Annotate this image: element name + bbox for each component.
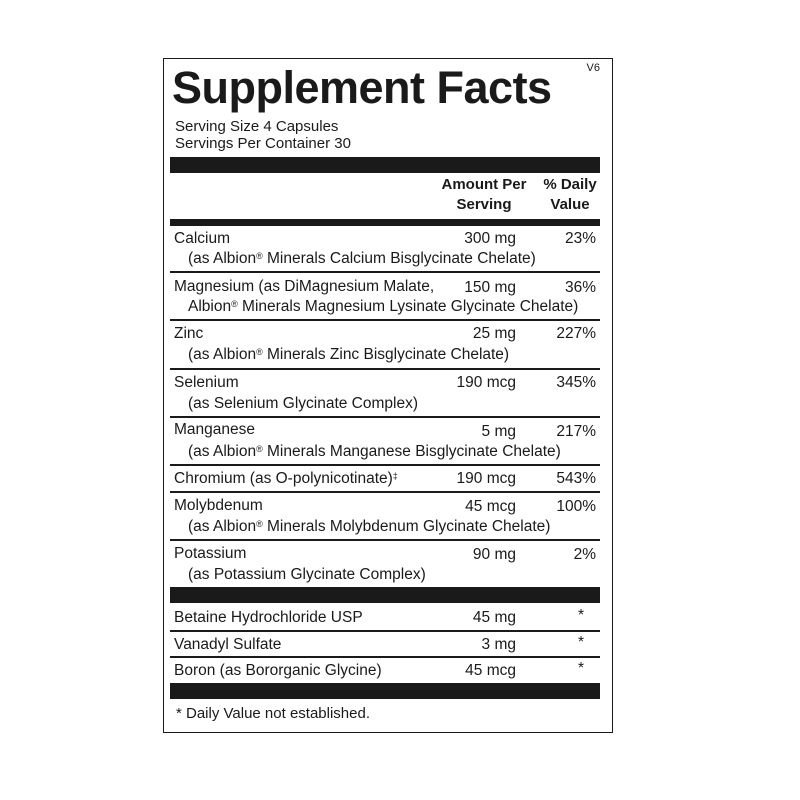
nutrient-amount-molybdenum: 45 mcg [465,498,516,515]
row-divider [170,416,600,418]
amount-header-line1: Amount Per [441,176,527,193]
nutrient-source-magnesium: Albion® Minerals Magnesium Lysinate Glycinate Chelate) [188,298,579,315]
row-divider [170,491,600,493]
row-divider [170,271,600,273]
nutrient-source-calcium: (as Albion® Minerals Calcium Bisglycinate Chelate) [188,250,536,267]
nutrient-name-chromium: Chromium (as O-polynicotinate)‡ [174,470,398,487]
nutrient-dv-zinc: 227% [556,325,596,342]
nutrient-amount-zinc: 25 mg [472,325,516,342]
dv-header-line1: % Daily [543,176,597,193]
nutrient-dv-potassium: 2% [573,546,596,563]
ingredient-name-boron: Boron (as Bororganic Glycine) [174,662,382,679]
nutrient-name-zinc: Zinc [174,325,204,342]
nutrient-amount-potassium: 90 mg [472,546,516,563]
dv-column-header [537,175,603,215]
medium-divider [170,219,600,226]
serving-size: Serving Size 4 Capsules [175,118,339,135]
thick-divider [170,587,600,603]
nutrient-amount-chromium: 190 mcg [456,470,516,487]
nutrient-source-potassium: (as Potassium Glycinate Complex) [188,566,426,583]
nutrient-amount-magnesium: 150 mg [464,279,516,296]
ingredient-name-vanadyl: Vanadyl Sulfate [174,636,282,653]
row-divider [170,630,600,632]
row-divider [170,656,600,658]
ingredient-amount-betaine: 45 mg [472,609,516,626]
ingredient-amount-vanadyl: 3 mg [481,636,516,653]
panel-title: Supplement Facts [172,62,552,113]
nutrient-source-manganese: (as Albion® Minerals Manganese Bisglycinate Chelate) [188,443,561,460]
ingredient-dv-betaine: * [577,607,584,624]
nutrient-amount-manganese: 5 mg [481,423,516,440]
nutrient-dv-selenium: 345% [556,374,596,391]
thick-divider [170,157,600,173]
version-code: V6 [586,62,600,74]
ingredient-name-betaine: Betaine Hydrochloride USP [174,609,363,626]
nutrient-name-molybdenum: Molybdenum [174,497,263,514]
thick-divider [170,683,600,699]
supplement-facts-panel [163,58,613,733]
nutrient-dv-manganese: 217% [556,423,596,440]
nutrient-name-calcium: Calcium [174,230,230,247]
row-divider [170,539,600,541]
nutrient-name-manganese: Manganese [174,421,256,438]
row-divider [170,464,600,466]
nutrient-dv-magnesium: 36% [564,279,596,296]
nutrient-amount-selenium: 190 mcg [456,374,516,391]
ingredient-dv-boron: * [577,660,584,677]
dv-header-line2: Value [550,196,590,213]
nutrient-name-selenium: Selenium [174,374,239,391]
nutrient-source-zinc: (as Albion® Minerals Zinc Bisglycinate Chelate) [188,346,510,363]
nutrient-source-selenium: (as Selenium Glycinate Complex) [188,395,419,412]
servings-per-container: Servings Per Container 30 [175,135,351,152]
footnote: * Daily Value not established. [176,705,371,722]
ingredient-amount-boron: 45 mcg [465,662,516,679]
nutrient-dv-molybdenum: 100% [556,498,596,515]
nutrient-source-molybdenum: (as Albion® Minerals Molybdenum Glycinate Chelate) [188,518,551,535]
row-divider [170,319,600,321]
amount-column-header [433,175,535,215]
nutrient-dv-calcium: 23% [564,230,596,247]
nutrient-name-magnesium: Magnesium (as DiMagnesium Malate, [174,278,435,295]
row-divider [170,368,600,370]
nutrient-dv-chromium: 543% [556,470,596,487]
amount-header-line2: Serving [456,196,512,213]
ingredient-dv-vanadyl: * [577,634,584,651]
nutrient-amount-calcium: 300 mg [464,230,516,247]
nutrient-name-potassium: Potassium [174,545,247,562]
